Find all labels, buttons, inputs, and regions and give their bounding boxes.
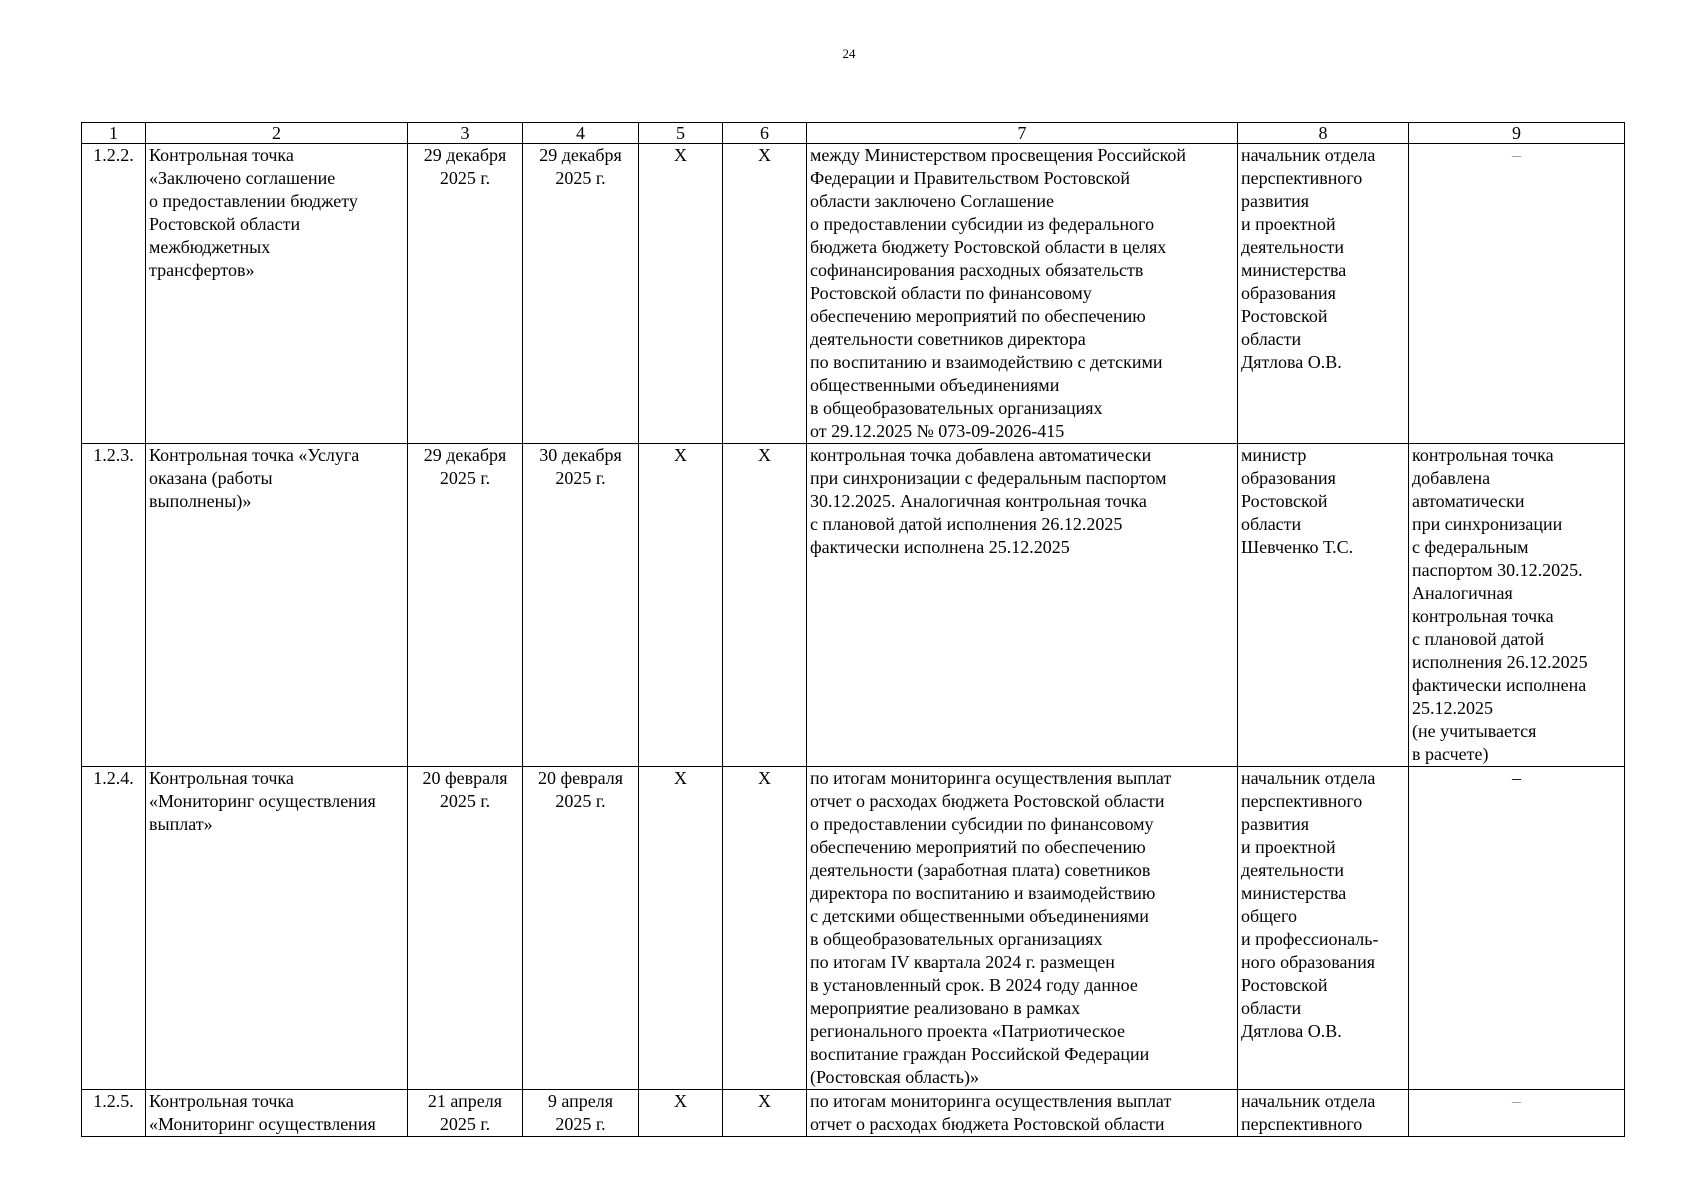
note-cell: – <box>1409 767 1625 1090</box>
header-cell: 3 <box>408 123 523 144</box>
checkpoint-name-cell: Контрольная точка «Мониторинг осуществления выплат» <box>146 767 408 1090</box>
table-row <box>82 1090 1625 1137</box>
table-row <box>82 767 1625 1090</box>
header-cell: 4 <box>523 123 639 144</box>
note-cell: – <box>1409 1090 1625 1137</box>
header-cell: 8 <box>1238 123 1409 144</box>
fact-date-cell: 20 февраля 2025 г. <box>523 767 639 1090</box>
result-cell: контрольная точка добавлена автоматически при синхронизации с федеральным паспортом 30.12.2025. Аналогичная контрольная точка с плановой датой исполнения 26.12.2025 фактически исполнена 25.12.2025 <box>807 444 1238 767</box>
responsible-cell: начальник отдела перспективного <box>1238 1090 1409 1137</box>
checkpoint-name-cell: Контрольная точка «Мониторинг осуществления <box>146 1090 408 1137</box>
plan-date-cell: 29 декабря 2025 г. <box>408 444 523 767</box>
col6-cell: Х <box>723 444 807 767</box>
col6-cell: Х <box>723 767 807 1090</box>
note-cell: – <box>1409 144 1625 444</box>
fact-date-cell: 9 апреля 2025 г. <box>523 1090 639 1137</box>
table-row <box>82 444 1625 767</box>
page-number: 24 <box>842 46 856 61</box>
header-cell: 7 <box>807 123 1238 144</box>
plan-date-cell: 21 апреля 2025 г. <box>408 1090 523 1137</box>
fact-date-cell: 30 декабря 2025 г. <box>523 444 639 767</box>
row-number-cell: 1.2.2. <box>82 144 146 444</box>
note-cell: контрольная точка добавлена автоматически при синхронизации с федеральным паспортом 30.12.2025. Аналогичная контрольная точка с плановой датой исполнения 26.12.2025 фактически исполнена 25.12.2025 (не учитывается в расчете) <box>1409 444 1625 767</box>
responsible-cell: начальник отдела перспективного развития и проектной деятельности министерства общего и профессиональ- ного образования Ростовской области Дятлова О.В. <box>1238 767 1409 1090</box>
header-cell: 5 <box>639 123 723 144</box>
header-cell: 9 <box>1409 123 1625 144</box>
col5-cell: Х <box>639 1090 723 1137</box>
table-row <box>82 144 1625 444</box>
col5-cell: Х <box>639 144 723 444</box>
table-header-row <box>82 123 1625 144</box>
checkpoint-name-cell: Контрольная точка «Заключено соглашение о предоставлении бюджету Ростовской области межбюджетных трансфертов» <box>146 144 408 444</box>
responsible-cell: министр образования Ростовской области Шевченко Т.С. <box>1238 444 1409 767</box>
result-cell: по итогам мониторинга осуществления выплат отчет о расходах бюджета Ростовской области <box>807 1090 1238 1137</box>
result-cell: между Министерством просвещения Российской Федерации и Правительством Ростовской области заключено Соглашение о предоставлении субсидии из федерального бюджета бюджету Ростовской области в целях софинансирования расходных обязательств Ростовской области по финансовому обеспечению мероприятий по обеспечению деятельности советников директора по воспитанию и взаимодействию с детскими общественными объединениями в общеобразовательных организациях от 29.12.2025 № 073-09-2026-415 <box>807 144 1238 444</box>
header-cell: 6 <box>723 123 807 144</box>
col6-cell: Х <box>723 1090 807 1137</box>
plan-date-cell: 29 декабря 2025 г. <box>408 144 523 444</box>
responsible-cell: начальник отдела перспективного развития и проектной деятельности министерства образования Ростовской области Дятлова О.В. <box>1238 144 1409 444</box>
plan-date-cell: 20 февраля 2025 г. <box>408 767 523 1090</box>
header-cell: 2 <box>146 123 408 144</box>
row-number-cell: 1.2.3. <box>82 444 146 767</box>
header-cell: 1 <box>82 123 146 144</box>
row-number-cell: 1.2.5. <box>82 1090 146 1137</box>
fact-date-cell: 29 декабря 2025 г. <box>523 144 639 444</box>
col6-cell: Х <box>723 144 807 444</box>
result-cell: по итогам мониторинга осуществления выплат отчет о расходах бюджета Ростовской области о предоставлении субсидии по финансовому обеспечению мероприятий по обеспечению деятельности (заработная плата) советников директора по воспитанию и взаимодействию с детскими общественными объединениями в общеобразовательных организациях по итогам IV квартала 2024 г. размещен в установленный срок. В 2024 году данное мероприятие реализовано в рамках регионального проекта «Патриотическое воспитание граждан Российской Федерации (Ростовская область)» <box>807 767 1238 1090</box>
row-number-cell: 1.2.4. <box>82 767 146 1090</box>
col5-cell: Х <box>639 767 723 1090</box>
checkpoint-name-cell: Контрольная точка «Услуга оказана (работы выполнены)» <box>146 444 408 767</box>
col5-cell: Х <box>639 444 723 767</box>
report-table <box>81 122 1625 1137</box>
